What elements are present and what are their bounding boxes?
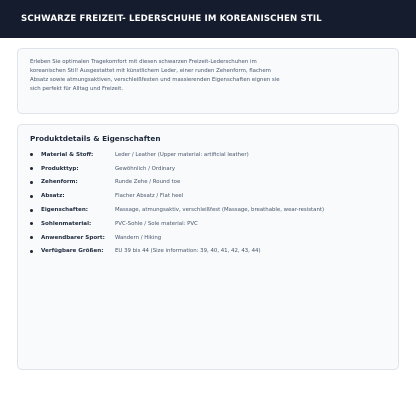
detail-label: Absatz: <box>41 193 65 200</box>
detail-label: Eigenschaften: <box>41 207 89 214</box>
details-heading: Produktdetails & Eigenschaften <box>30 134 161 143</box>
bullet-icon <box>30 181 33 184</box>
page-header <box>0 0 416 38</box>
details-card <box>17 124 399 370</box>
detail-label: Anwendbarer Sport: <box>41 234 105 241</box>
detail-row-toe-shape <box>30 176 386 190</box>
bullet-icon <box>30 222 33 225</box>
detail-value: Leder / Leather (Upper material: artificial leather) <box>115 151 249 158</box>
page-title: SCHWARZE FREIZEIT- LEDERSCHUHE IM KOREANISCHEN STIL <box>21 14 322 24</box>
detail-row-sole-material <box>30 217 386 231</box>
bullet-icon <box>30 153 33 156</box>
detail-row-heel <box>30 189 386 203</box>
detail-row-product-type <box>30 162 386 176</box>
detail-value: Flacher Absatz / Flat heel <box>115 193 184 200</box>
bullet-icon <box>30 250 33 253</box>
detail-value: Gewöhnlich / Ordinary <box>115 165 176 172</box>
detail-label: Sohlenmaterial: <box>41 220 92 227</box>
intro-card <box>17 48 399 114</box>
detail-value: EU 39 bis 44 (Size information: 39, 40, 41, 42, 43, 44) <box>115 248 261 255</box>
detail-value: Runde Zehe / Round toe <box>115 179 181 186</box>
detail-row-sport <box>30 231 386 245</box>
bullet-icon <box>30 236 33 239</box>
detail-label: Produkttyp: <box>41 165 79 172</box>
bullet-icon <box>30 195 33 198</box>
detail-row-material <box>30 148 386 162</box>
detail-label: Zehenform: <box>41 179 78 186</box>
detail-value: Wandern / Hiking <box>115 234 162 241</box>
intro-description: Erleben Sie optimalen Tragekomfort mit diesen schwarzen Freizeit-Lederschuhen im koreanischen Stil! Ausgestattet mit künstlichem Leder, einer runden Zehenform, flachem Absatz sowie atmungsaktiven, verschleißfesten und massierenden Eigenschaften eignen sie sich perfekt für Alltag und Freizeit. <box>30 59 280 93</box>
details-list <box>30 148 386 258</box>
detail-label: Verfügbare Größen: <box>41 248 104 255</box>
bullet-icon <box>30 167 33 170</box>
detail-row-sizes <box>30 245 386 259</box>
detail-label: Material & Stoff: <box>41 151 94 158</box>
detail-value: PVC-Sohle / Sole material: PVC <box>115 220 198 227</box>
detail-value: Massage, atmungsaktiv, verschleißfest (Massage, breathable, wear-resistant) <box>115 207 325 214</box>
detail-row-features <box>30 203 386 217</box>
bullet-icon <box>30 209 33 212</box>
